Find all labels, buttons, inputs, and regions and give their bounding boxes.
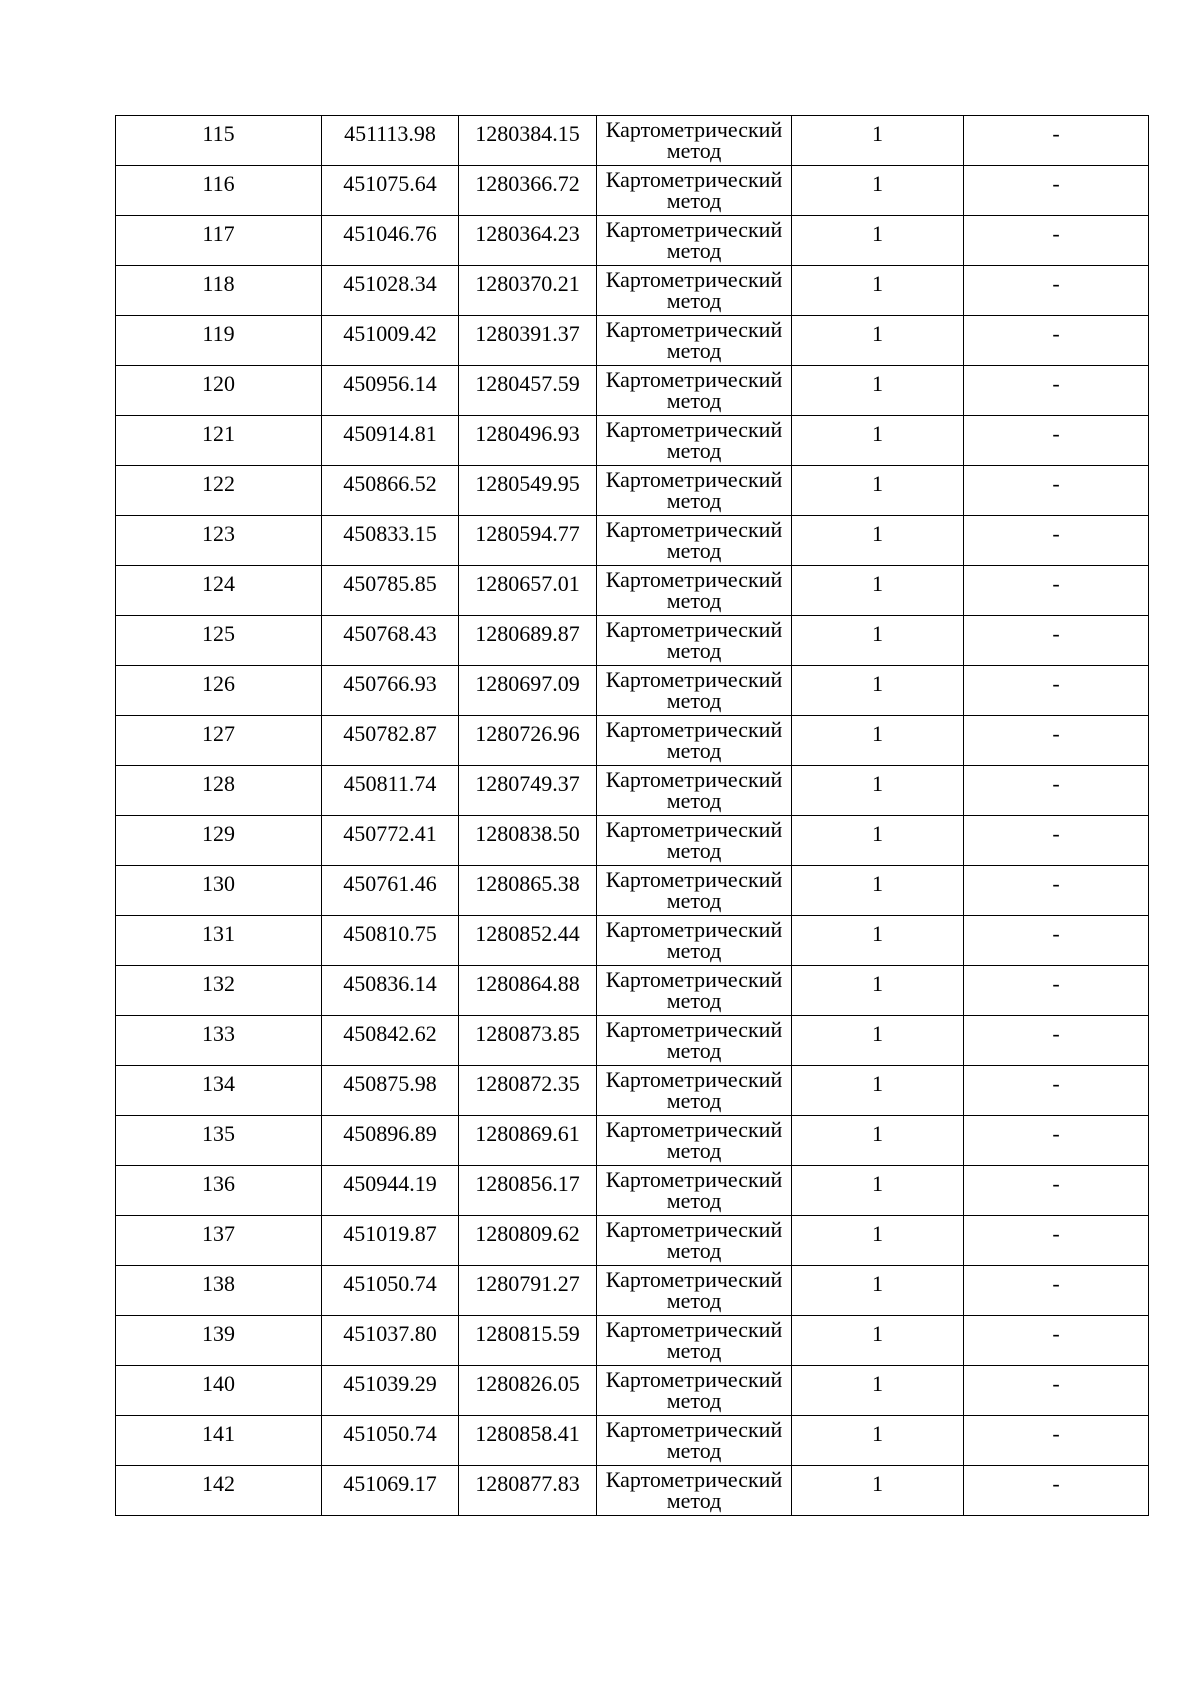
accuracy-cell: 1 xyxy=(792,1366,964,1416)
table-row xyxy=(116,416,1149,466)
method-line-1: Картометрический xyxy=(605,467,783,492)
method-line-2: метод xyxy=(666,238,722,263)
table-row xyxy=(116,216,1149,266)
method-cell xyxy=(597,916,792,966)
y-coordinate-cell: 1280657.01 xyxy=(459,566,597,616)
note-cell: - xyxy=(964,966,1149,1016)
method-line-1: Картометрический xyxy=(605,1267,783,1292)
x-coordinate-cell: 450836.14 xyxy=(322,966,459,1016)
point-number-cell: 125 xyxy=(116,616,322,666)
method-line-2: метод xyxy=(666,838,722,863)
note-cell: - xyxy=(964,1016,1149,1066)
x-coordinate-cell: 450810.75 xyxy=(322,916,459,966)
method-cell xyxy=(597,1366,792,1416)
method-line-1: Картометрический xyxy=(605,567,783,592)
method-line-1: Картометрический xyxy=(605,967,783,992)
note-cell: - xyxy=(964,1466,1149,1516)
method-line-2: метод xyxy=(666,988,722,1013)
method-line-1: Картометрический xyxy=(605,417,783,442)
x-coordinate-cell: 450766.93 xyxy=(322,666,459,716)
table-row xyxy=(116,766,1149,816)
y-coordinate-cell: 1280549.95 xyxy=(459,466,597,516)
method-line-2: метод xyxy=(666,438,722,463)
coordinates-table-body xyxy=(116,116,1149,1516)
table-row xyxy=(116,166,1149,216)
accuracy-cell: 1 xyxy=(792,1466,964,1516)
accuracy-cell: 1 xyxy=(792,116,964,166)
table-row xyxy=(116,566,1149,616)
point-number-cell: 134 xyxy=(116,1066,322,1116)
point-number-cell: 130 xyxy=(116,866,322,916)
x-coordinate-cell: 451050.74 xyxy=(322,1266,459,1316)
accuracy-cell: 1 xyxy=(792,516,964,566)
method-line-2: метод xyxy=(666,1088,722,1113)
accuracy-cell: 1 xyxy=(792,1416,964,1466)
table-row xyxy=(116,816,1149,866)
y-coordinate-cell: 1280858.41 xyxy=(459,1416,597,1466)
y-coordinate-cell: 1280697.09 xyxy=(459,666,597,716)
method-line-1: Картометрический xyxy=(605,667,783,692)
accuracy-cell: 1 xyxy=(792,166,964,216)
table-row xyxy=(116,1066,1149,1116)
method-line-2: метод xyxy=(666,588,722,613)
x-coordinate-cell: 450896.89 xyxy=(322,1116,459,1166)
method-cell xyxy=(597,966,792,1016)
accuracy-cell: 1 xyxy=(792,216,964,266)
note-cell: - xyxy=(964,1316,1149,1366)
method-line-1: Картометрический xyxy=(605,1217,783,1242)
method-line-2: метод xyxy=(666,288,722,313)
method-line-2: метод xyxy=(666,538,722,563)
point-number-cell: 127 xyxy=(116,716,322,766)
y-coordinate-cell: 1280838.50 xyxy=(459,816,597,866)
coordinates-table xyxy=(115,115,1149,1516)
method-cell xyxy=(597,1016,792,1066)
table-row xyxy=(116,1166,1149,1216)
method-line-2: метод xyxy=(666,688,722,713)
method-cell xyxy=(597,1266,792,1316)
table-row xyxy=(116,1016,1149,1066)
note-cell: - xyxy=(964,366,1149,416)
method-cell xyxy=(597,1216,792,1266)
method-line-2: метод xyxy=(666,488,722,513)
y-coordinate-cell: 1280457.59 xyxy=(459,366,597,416)
method-cell xyxy=(597,1466,792,1516)
x-coordinate-cell: 451028.34 xyxy=(322,266,459,316)
method-line-2: метод xyxy=(666,1338,722,1363)
x-coordinate-cell: 450833.15 xyxy=(322,516,459,566)
method-line-1: Картометрический xyxy=(605,517,783,542)
table-row xyxy=(116,316,1149,366)
accuracy-cell: 1 xyxy=(792,766,964,816)
note-cell: - xyxy=(964,1166,1149,1216)
point-number-cell: 128 xyxy=(116,766,322,816)
point-number-cell: 121 xyxy=(116,416,322,466)
point-number-cell: 135 xyxy=(116,1116,322,1166)
accuracy-cell: 1 xyxy=(792,366,964,416)
x-coordinate-cell: 450842.62 xyxy=(322,1016,459,1066)
method-cell xyxy=(597,216,792,266)
accuracy-cell: 1 xyxy=(792,666,964,716)
point-number-cell: 129 xyxy=(116,816,322,866)
y-coordinate-cell: 1280815.59 xyxy=(459,1316,597,1366)
method-line-2: метод xyxy=(666,788,722,813)
method-line-2: метод xyxy=(666,388,722,413)
note-cell: - xyxy=(964,416,1149,466)
method-cell xyxy=(597,116,792,166)
note-cell: - xyxy=(964,616,1149,666)
method-line-1: Картометрический xyxy=(605,267,783,292)
y-coordinate-cell: 1280594.77 xyxy=(459,516,597,566)
method-line-2: метод xyxy=(666,738,722,763)
x-coordinate-cell: 450768.43 xyxy=(322,616,459,666)
point-number-cell: 123 xyxy=(116,516,322,566)
note-cell: - xyxy=(964,566,1149,616)
table-row xyxy=(116,666,1149,716)
y-coordinate-cell: 1280366.72 xyxy=(459,166,597,216)
x-coordinate-cell: 450811.74 xyxy=(322,766,459,816)
table-row xyxy=(116,866,1149,916)
x-coordinate-cell: 450782.87 xyxy=(322,716,459,766)
x-coordinate-cell: 450785.85 xyxy=(322,566,459,616)
method-line-1: Картометрический xyxy=(605,217,783,242)
point-number-cell: 137 xyxy=(116,1216,322,1266)
table-row xyxy=(116,1466,1149,1516)
method-line-2: метод xyxy=(666,1388,722,1413)
note-cell: - xyxy=(964,1266,1149,1316)
table-row xyxy=(116,1216,1149,1266)
table-row xyxy=(116,116,1149,166)
note-cell: - xyxy=(964,216,1149,266)
method-cell xyxy=(597,1116,792,1166)
x-coordinate-cell: 450761.46 xyxy=(322,866,459,916)
method-cell xyxy=(597,666,792,716)
method-cell xyxy=(597,316,792,366)
note-cell: - xyxy=(964,266,1149,316)
y-coordinate-cell: 1280726.96 xyxy=(459,716,597,766)
note-cell: - xyxy=(964,116,1149,166)
note-cell: - xyxy=(964,166,1149,216)
method-line-1: Картометрический xyxy=(605,367,783,392)
accuracy-cell: 1 xyxy=(792,1216,964,1266)
method-cell xyxy=(597,466,792,516)
accuracy-cell: 1 xyxy=(792,316,964,366)
x-coordinate-cell: 450914.81 xyxy=(322,416,459,466)
point-number-cell: 119 xyxy=(116,316,322,366)
accuracy-cell: 1 xyxy=(792,1016,964,1066)
accuracy-cell: 1 xyxy=(792,1316,964,1366)
x-coordinate-cell: 450956.14 xyxy=(322,366,459,416)
y-coordinate-cell: 1280869.61 xyxy=(459,1116,597,1166)
method-line-1: Картометрический xyxy=(605,767,783,792)
note-cell: - xyxy=(964,916,1149,966)
accuracy-cell: 1 xyxy=(792,566,964,616)
method-cell xyxy=(597,416,792,466)
method-line-2: метод xyxy=(666,938,722,963)
note-cell: - xyxy=(964,666,1149,716)
method-line-1: Картометрический xyxy=(605,1117,783,1142)
y-coordinate-cell: 1280391.37 xyxy=(459,316,597,366)
method-cell xyxy=(597,516,792,566)
x-coordinate-cell: 451009.42 xyxy=(322,316,459,366)
method-line-1: Картометрический xyxy=(605,117,783,142)
method-cell xyxy=(597,266,792,316)
note-cell: - xyxy=(964,866,1149,916)
method-line-1: Картометрический xyxy=(605,1017,783,1042)
note-cell: - xyxy=(964,1416,1149,1466)
method-line-1: Картометрический xyxy=(605,867,783,892)
y-coordinate-cell: 1280864.88 xyxy=(459,966,597,1016)
y-coordinate-cell: 1280826.05 xyxy=(459,1366,597,1416)
method-line-2: метод xyxy=(666,138,722,163)
accuracy-cell: 1 xyxy=(792,1266,964,1316)
y-coordinate-cell: 1280384.15 xyxy=(459,116,597,166)
x-coordinate-cell: 451075.64 xyxy=(322,166,459,216)
x-coordinate-cell: 451113.98 xyxy=(322,116,459,166)
method-line-1: Картометрический xyxy=(605,617,783,642)
method-cell xyxy=(597,366,792,416)
method-line-1: Картометрический xyxy=(605,167,783,192)
accuracy-cell: 1 xyxy=(792,616,964,666)
method-line-2: метод xyxy=(666,1138,722,1163)
x-coordinate-cell: 451046.76 xyxy=(322,216,459,266)
method-cell xyxy=(597,1166,792,1216)
note-cell: - xyxy=(964,1116,1149,1166)
y-coordinate-cell: 1280852.44 xyxy=(459,916,597,966)
point-number-cell: 140 xyxy=(116,1366,322,1416)
x-coordinate-cell: 451050.74 xyxy=(322,1416,459,1466)
method-line-1: Картометрический xyxy=(605,817,783,842)
y-coordinate-cell: 1280496.93 xyxy=(459,416,597,466)
method-line-1: Картометрический xyxy=(605,317,783,342)
method-line-2: метод xyxy=(666,1438,722,1463)
method-line-2: метод xyxy=(666,338,722,363)
method-line-1: Картометрический xyxy=(605,1417,783,1442)
y-coordinate-cell: 1280791.27 xyxy=(459,1266,597,1316)
table-row xyxy=(116,1366,1149,1416)
method-line-2: метод xyxy=(666,188,722,213)
accuracy-cell: 1 xyxy=(792,266,964,316)
table-row xyxy=(116,266,1149,316)
table-row xyxy=(116,366,1149,416)
x-coordinate-cell: 450875.98 xyxy=(322,1066,459,1116)
x-coordinate-cell: 450944.19 xyxy=(322,1166,459,1216)
y-coordinate-cell: 1280873.85 xyxy=(459,1016,597,1066)
method-cell xyxy=(597,766,792,816)
method-cell xyxy=(597,816,792,866)
point-number-cell: 115 xyxy=(116,116,322,166)
note-cell: - xyxy=(964,716,1149,766)
table-row xyxy=(116,716,1149,766)
point-number-cell: 133 xyxy=(116,1016,322,1066)
method-cell xyxy=(597,1416,792,1466)
table-row xyxy=(116,616,1149,666)
point-number-cell: 116 xyxy=(116,166,322,216)
method-line-2: метод xyxy=(666,1488,722,1513)
point-number-cell: 138 xyxy=(116,1266,322,1316)
method-line-2: метод xyxy=(666,888,722,913)
point-number-cell: 118 xyxy=(116,266,322,316)
note-cell: - xyxy=(964,316,1149,366)
note-cell: - xyxy=(964,766,1149,816)
accuracy-cell: 1 xyxy=(792,1066,964,1116)
method-line-1: Картометрический xyxy=(605,1067,783,1092)
point-number-cell: 124 xyxy=(116,566,322,616)
y-coordinate-cell: 1280865.38 xyxy=(459,866,597,916)
method-line-2: метод xyxy=(666,638,722,663)
table-row xyxy=(116,1266,1149,1316)
table-row xyxy=(116,516,1149,566)
x-coordinate-cell: 451039.29 xyxy=(322,1366,459,1416)
accuracy-cell: 1 xyxy=(792,1116,964,1166)
method-cell xyxy=(597,866,792,916)
accuracy-cell: 1 xyxy=(792,416,964,466)
point-number-cell: 120 xyxy=(116,366,322,416)
y-coordinate-cell: 1280877.83 xyxy=(459,1466,597,1516)
method-cell xyxy=(597,1316,792,1366)
point-number-cell: 142 xyxy=(116,1466,322,1516)
method-cell xyxy=(597,166,792,216)
x-coordinate-cell: 450772.41 xyxy=(322,816,459,866)
x-coordinate-cell: 451069.17 xyxy=(322,1466,459,1516)
table-row xyxy=(116,1416,1149,1466)
table-row xyxy=(116,916,1149,966)
note-cell: - xyxy=(964,1066,1149,1116)
note-cell: - xyxy=(964,516,1149,566)
method-cell xyxy=(597,1066,792,1116)
point-number-cell: 132 xyxy=(116,966,322,1016)
method-line-1: Картометрический xyxy=(605,1317,783,1342)
note-cell: - xyxy=(964,466,1149,516)
accuracy-cell: 1 xyxy=(792,966,964,1016)
y-coordinate-cell: 1280689.87 xyxy=(459,616,597,666)
method-line-2: метод xyxy=(666,1038,722,1063)
point-number-cell: 126 xyxy=(116,666,322,716)
note-cell: - xyxy=(964,816,1149,866)
point-number-cell: 122 xyxy=(116,466,322,516)
accuracy-cell: 1 xyxy=(792,716,964,766)
point-number-cell: 131 xyxy=(116,916,322,966)
method-line-1: Картометрический xyxy=(605,1467,783,1492)
x-coordinate-cell: 451037.80 xyxy=(322,1316,459,1366)
table-row xyxy=(116,1316,1149,1366)
y-coordinate-cell: 1280364.23 xyxy=(459,216,597,266)
accuracy-cell: 1 xyxy=(792,916,964,966)
note-cell: - xyxy=(964,1216,1149,1266)
y-coordinate-cell: 1280370.21 xyxy=(459,266,597,316)
method-line-2: метод xyxy=(666,1288,722,1313)
table-row xyxy=(116,1116,1149,1166)
point-number-cell: 117 xyxy=(116,216,322,266)
method-cell xyxy=(597,616,792,666)
method-cell xyxy=(597,566,792,616)
accuracy-cell: 1 xyxy=(792,816,964,866)
method-line-1: Картометрический xyxy=(605,917,783,942)
table-row xyxy=(116,466,1149,516)
x-coordinate-cell: 450866.52 xyxy=(322,466,459,516)
method-line-2: метод xyxy=(666,1238,722,1263)
accuracy-cell: 1 xyxy=(792,1166,964,1216)
table-row xyxy=(116,966,1149,1016)
method-line-1: Картометрический xyxy=(605,1367,783,1392)
x-coordinate-cell: 451019.87 xyxy=(322,1216,459,1266)
method-cell xyxy=(597,716,792,766)
y-coordinate-cell: 1280809.62 xyxy=(459,1216,597,1266)
method-line-1: Картометрический xyxy=(605,1167,783,1192)
y-coordinate-cell: 1280749.37 xyxy=(459,766,597,816)
accuracy-cell: 1 xyxy=(792,466,964,516)
accuracy-cell: 1 xyxy=(792,866,964,916)
method-line-2: метод xyxy=(666,1188,722,1213)
point-number-cell: 136 xyxy=(116,1166,322,1216)
note-cell: - xyxy=(964,1366,1149,1416)
point-number-cell: 139 xyxy=(116,1316,322,1366)
point-number-cell: 141 xyxy=(116,1416,322,1466)
method-line-1: Картометрический xyxy=(605,717,783,742)
y-coordinate-cell: 1280856.17 xyxy=(459,1166,597,1216)
y-coordinate-cell: 1280872.35 xyxy=(459,1066,597,1116)
